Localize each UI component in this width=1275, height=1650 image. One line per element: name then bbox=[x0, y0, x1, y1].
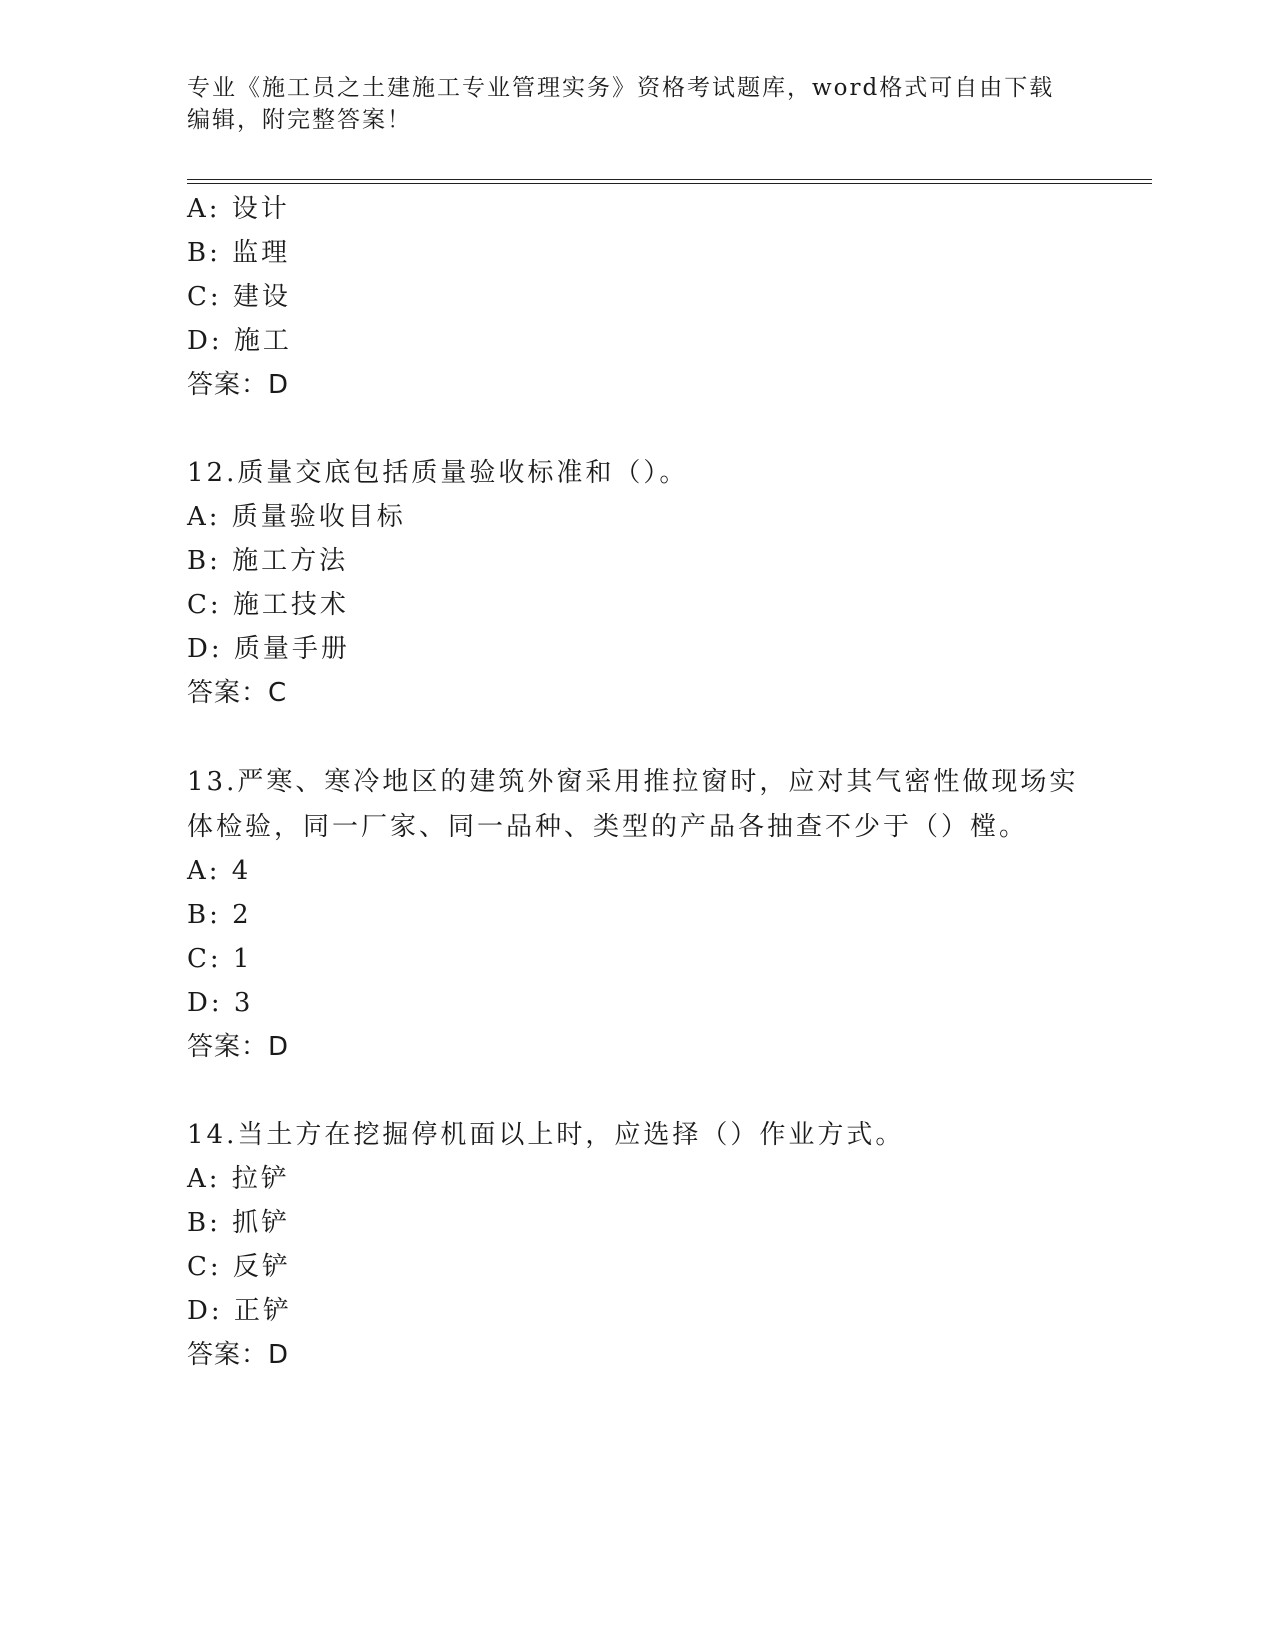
q14-answer: 答案：D bbox=[187, 1340, 290, 1370]
q12-option-d: D: 质量手册 bbox=[187, 634, 350, 664]
document-header: 专业《施工员之土建施工专业管理实务》资格考试题库，word格式可自由下载编辑，附完整答案！ bbox=[187, 75, 1055, 133]
q12-question: 12.质量交底包括质量验收标准和（）。 bbox=[187, 458, 689, 488]
q13-option-d: D: 3 bbox=[187, 988, 254, 1018]
q13-option-c: C: 1 bbox=[187, 944, 253, 974]
q12-answer: 答案：C bbox=[187, 678, 288, 708]
q14-option-a: A: 拉铲 bbox=[187, 1164, 290, 1194]
q13-option-a: A: 4 bbox=[187, 856, 252, 886]
q13-question-line2: 体检验，同一厂家、同一品种、类型的产品各抽查不少于（）樘。 bbox=[187, 812, 1029, 842]
q13-answer: 答案：D bbox=[187, 1032, 290, 1062]
q14-option-b: B: 抓铲 bbox=[187, 1208, 291, 1238]
q12-option-c: C: 施工技术 bbox=[187, 590, 349, 620]
q14-question: 14.当土方在挖掘停机面以上时，应选择（）作业方式。 bbox=[187, 1120, 905, 1150]
q13-question-line1: 13.严寒、寒冷地区的建筑外窗采用推拉窗时，应对其气密性做现场实 bbox=[187, 767, 1079, 797]
q11-answer: 答案：D bbox=[187, 370, 290, 400]
q12-option-b: B: 施工方法 bbox=[187, 546, 349, 576]
q11-option-d: D: 施工 bbox=[187, 326, 292, 356]
q11-option-c: C: 建设 bbox=[187, 282, 291, 312]
q12-option-a: A: 质量验收目标 bbox=[187, 502, 406, 532]
q14-option-c: C: 反铲 bbox=[187, 1252, 291, 1282]
q13-option-b: B: 2 bbox=[187, 900, 252, 930]
q14-option-d: D: 正铲 bbox=[187, 1296, 292, 1326]
header-rule-bottom bbox=[187, 183, 1152, 184]
header-rule-top bbox=[187, 179, 1152, 180]
q11-option-a: A: 设计 bbox=[187, 194, 290, 224]
q11-option-b: B: 监理 bbox=[187, 238, 291, 268]
